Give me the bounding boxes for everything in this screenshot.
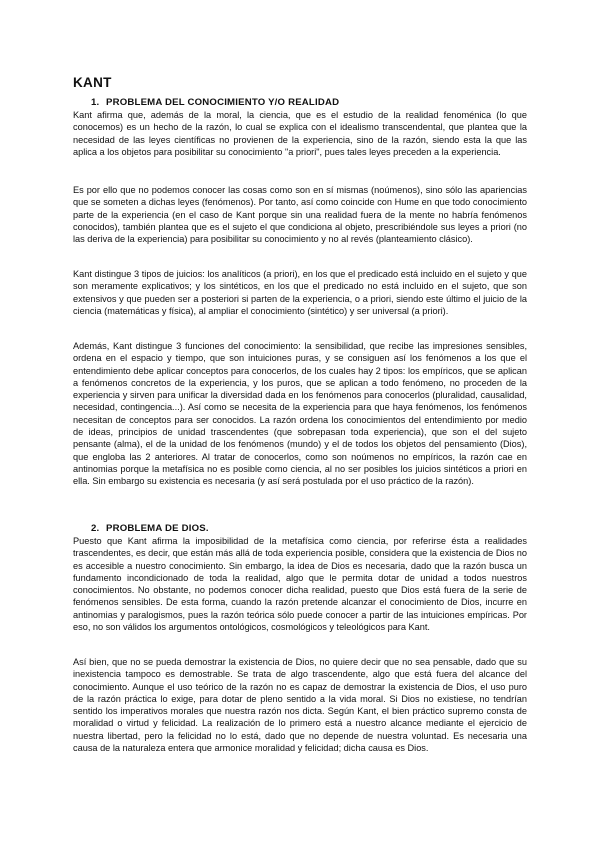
- section-1-number: 1.: [91, 97, 100, 108]
- section-1-paragraph-1: Kant afirma que, además de la moral, la ciencia, que es el estudio de la realidad fenoménica (lo que conocemos) es un hecho de la razón, lo cual se explica con el idealismo transcendental, que plantea que la necesidad de las leyes científicas no provienen de la experiencia, sino de la razón, siendo esta la que las aplica a los objetos para posibilitar su conocimiento "a priori", pues tales leyes preceden a la experiencia.: [73, 110, 527, 157]
- section-2-number: 2.: [91, 523, 100, 534]
- section-2-heading: [91, 523, 209, 534]
- section-1-paragraph-2: Es por ello que no podemos conocer las cosas como son en sí mismas (noúmenos), sino sólo las apariencias que se someten a dichas leyes (fenómenos). Por tanto, así como coincide con Hume en que todo conocimiento parte de la experiencia (en el caso de Kant porque sin una realidad fuera de la mente no habría fenómenos conocidos), también plantea que es el sujeto el que condiciona al objeto, prescribiéndole sus leyes a priori (no las deriva de la experiencia) para posibilitar su conocimiento y no al revés (planteamiento clásico).: [73, 185, 527, 245]
- document-title: KANT: [73, 75, 112, 90]
- section-2-paragraph-1: Puesto que Kant afirma la imposibilidad de la metafísica como ciencia, por referirse ésta a realidades trascendentes, es decir, que están más allá de toda experiencia posible, considera que la existencia de Dios no es accesible a nuestro conocimiento. Sin embargo, la idea de Dios es necesaria, dado que la razón busca un fundamento incondicionado de toda la realidad, algo que le permita dotar de unidad a todos nuestros conocimientos. No obstante, no podemos conocer dicha realidad, puesto que Dios está fuera de la serie de fenómenos sensibles. De esta forma, cuando la razón pretende alcanzar el conocimiento de Dios, incurre en antinomias y paralogismos, pues la razón teórica sólo puede conocer a partir de las intuiciones empíricas. Por eso, no son válidos los argumentos ontológicos, cosmológicos y teleológicos para Kant.: [73, 536, 527, 633]
- section-1-heading: [91, 97, 339, 108]
- section-1-paragraph-4: Además, Kant distingue 3 funciones del conocimiento: la sensibilidad, que recibe las impresiones sensibles, ordena en el espacio y tiempo, que son intuiciones puras, y se consiguen así los fenómenos a los que el entendimiento debe aplicar conceptos para conocerlos, de los cuales hay 2 tipos: los empíricos, que se aplican a fenómenos concretos de la experiencia, y los puros, que se aplican a todo fenómeno, no proceden de la experiencia y sirven para unificar la diversidad dada en los fenómenos para conocerlos (pluralidad, causalidad, necesidad, contingencia...). Así como se necesita de la experiencia para que haya fenómenos, los fenómenos necesitan de conceptos para ser conocidos. La razón ordena los conocimientos del entendimiento por medio de ideas, principios de unidad trascendentes (que sobrepasan toda experiencia), que son el del sujeto pensante (alma), el de la unidad de los fenómenos (mundo) y el de todos los objetos del pensamiento (Dios), que engloba las 2 anteriores. Al tratar de conocerlos, como son noúmenos no empíricos, la razón cae en antinomias porque la metafísica no es posible como ciencia, al no ser posibles los juicios sintéticos a priori en ella. Sin embargo su existencia es necesaria (y así será postulada por el uso práctico de la razón).: [73, 341, 527, 487]
- section-2-paragraph-2: Así bien, que no se pueda demostrar la existencia de Dios, no quiere decir que no sea pensable, dado que su inexistencia tampoco es demostrable. Se trata de algo trascendente, algo que está fuera del alcance del conocimiento. Aunque el uso teórico de la razón no es capaz de demostrar la existencia de Dios, el uso puro de la razón práctica lo exige, para dotar de pleno sentido a la vida moral. Si Dios no existiese, no tendrían sentido los imperativos morales que nuestra razón nos dicta. Según Kant, el bien práctico supremo consta de moralidad o virtud y felicidad. La realización de lo primero está a nuestro alcance mediante el ejercicio de nuestra libertad, pero la felicidad no lo está, dado que no depende de nuestra voluntad. Es necesaria una causa de la naturaleza entera que armonice moralidad y felicidad; dicha causa es Dios.: [73, 657, 527, 754]
- section-2-title: PROBLEMA DE DIOS.: [106, 523, 209, 534]
- section-1-paragraph-3: Kant distingue 3 tipos de juicios: los analíticos (a priori), en los que el predicado está incluido en el sujeto y que son meramente explicativos; y los sintéticos, en los que el predicado no está incluido en el sujeto, que son extensivos y que pueden ser a posteriori si parten de la experiencia, o a priori, siendo este último el juicio de la ciencia (matemáticas y física), al ampliar el conocimiento (sintético) y ser universal (a priori).: [73, 269, 527, 316]
- section-1-title: PROBLEMA DEL CONOCIMIENTO Y/O REALIDAD: [106, 97, 340, 108]
